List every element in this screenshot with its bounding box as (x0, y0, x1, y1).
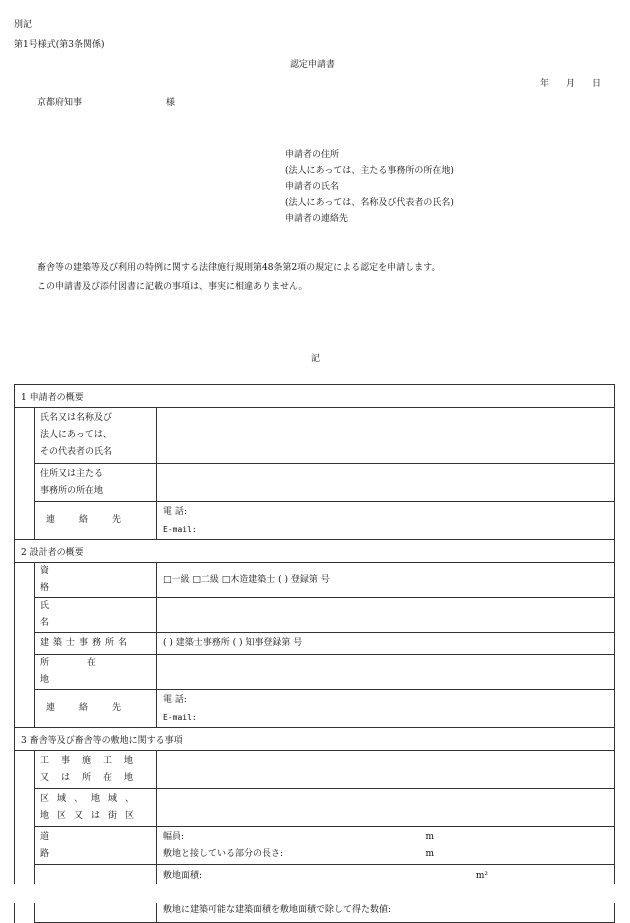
section2-header: 2 設計者の概要 (15, 540, 615, 563)
road-input[interactable] (157, 827, 615, 865)
date-month: 月 (566, 79, 576, 89)
designer-qual-label: 資格 (35, 563, 157, 598)
designer-name-label: 氏名 (35, 598, 157, 633)
designer-location-input[interactable] (157, 655, 615, 690)
applicant-contact-input[interactable] (157, 502, 615, 540)
applicant-address-note: (法人にあっては、主たる事務所の所在地) (285, 166, 454, 176)
applicant-block (285, 147, 454, 227)
designer-qual-value[interactable]: □一級 □二級 □木造建築士 ( ) 登録第 号 (157, 563, 615, 598)
road-contact-label: 敷地と接している部分の長さ: (163, 848, 284, 859)
applicant-name-note: (法人にあっては、名称及び代表者の氏名) (285, 198, 454, 208)
section3-header: 3 畜舎等及び畜舎等の敷地に関する事項 (15, 728, 615, 751)
addressee-honorific: 様 (166, 98, 176, 108)
applicant-name-input[interactable] (157, 408, 615, 464)
site-location-input[interactable] (157, 751, 615, 789)
email-label: E-mail: (163, 524, 197, 534)
applicant-address-label: 申請者の住所 (285, 150, 340, 160)
date-year: 年 (540, 79, 550, 89)
applicant-name-cell: 氏名又は名称及び 法人にあっては、 その代表者の氏名 (35, 408, 157, 464)
unit-m: m (425, 831, 434, 842)
phone-label: 電 話: (163, 506, 187, 517)
unit-m: m (425, 848, 434, 859)
designer-contact-label: 連絡先 (35, 690, 157, 728)
application-statement: 畜舎等の建築等及び利用の特例に関する法律施行規則第48条第2項の規定による認定を申請します。 (37, 263, 441, 273)
road-width-label: 幅員: (163, 831, 185, 842)
applicant-contact-cell: 連絡先 (35, 502, 157, 540)
applicant-address-cell: 住所又は主たる 事務所の所在地 (35, 464, 157, 502)
applicant-contact-label: 申請者の連絡先 (285, 214, 349, 224)
zone-input[interactable] (157, 789, 615, 827)
date-day: 日 (592, 79, 602, 89)
designer-office-label: 建築士事務所名 (35, 633, 157, 655)
addressee: 京都府知事 (37, 98, 83, 108)
form-number: 第1号様式(第3条関係) (14, 40, 105, 50)
phone-label: 電 話: (163, 694, 187, 705)
road-label: 道路 (35, 827, 157, 865)
designer-contact-input[interactable] (157, 690, 615, 728)
document-title: 認定申請書 (290, 60, 336, 70)
section1-header: 1 申請者の概要 (15, 385, 615, 408)
truth-statement: この申請書及び添付図書に記載の事項は、事実に相違ありません。 (37, 282, 308, 292)
site-location-label: 工事施工地 又は所在地 (35, 751, 157, 789)
annex-label: 別記 (14, 20, 33, 30)
buildable-ratio-line: 敷地に建築可能な建築面積を敷地面積で除して得た数値: (163, 905, 392, 915)
application-form-table (14, 384, 615, 923)
site-area-line: 敷地面積: (163, 871, 203, 881)
ki-heading: 記 (311, 354, 321, 364)
unit-m2: m² (475, 871, 488, 881)
applicant-address-input[interactable] (157, 464, 615, 502)
designer-office-value[interactable]: ( ) 建築士事務所 ( ) 知事登録第 号 (157, 633, 615, 655)
designer-location-label: 所在地 (35, 655, 157, 690)
designer-name-input[interactable] (157, 598, 615, 633)
applicant-name-label: 申請者の氏名 (285, 182, 340, 192)
email-label: E-mail: (163, 712, 197, 722)
label-char: 氏名又は名称及び (40, 413, 113, 423)
zone-label: 区域、地域、 地区又は街区 (35, 789, 157, 827)
